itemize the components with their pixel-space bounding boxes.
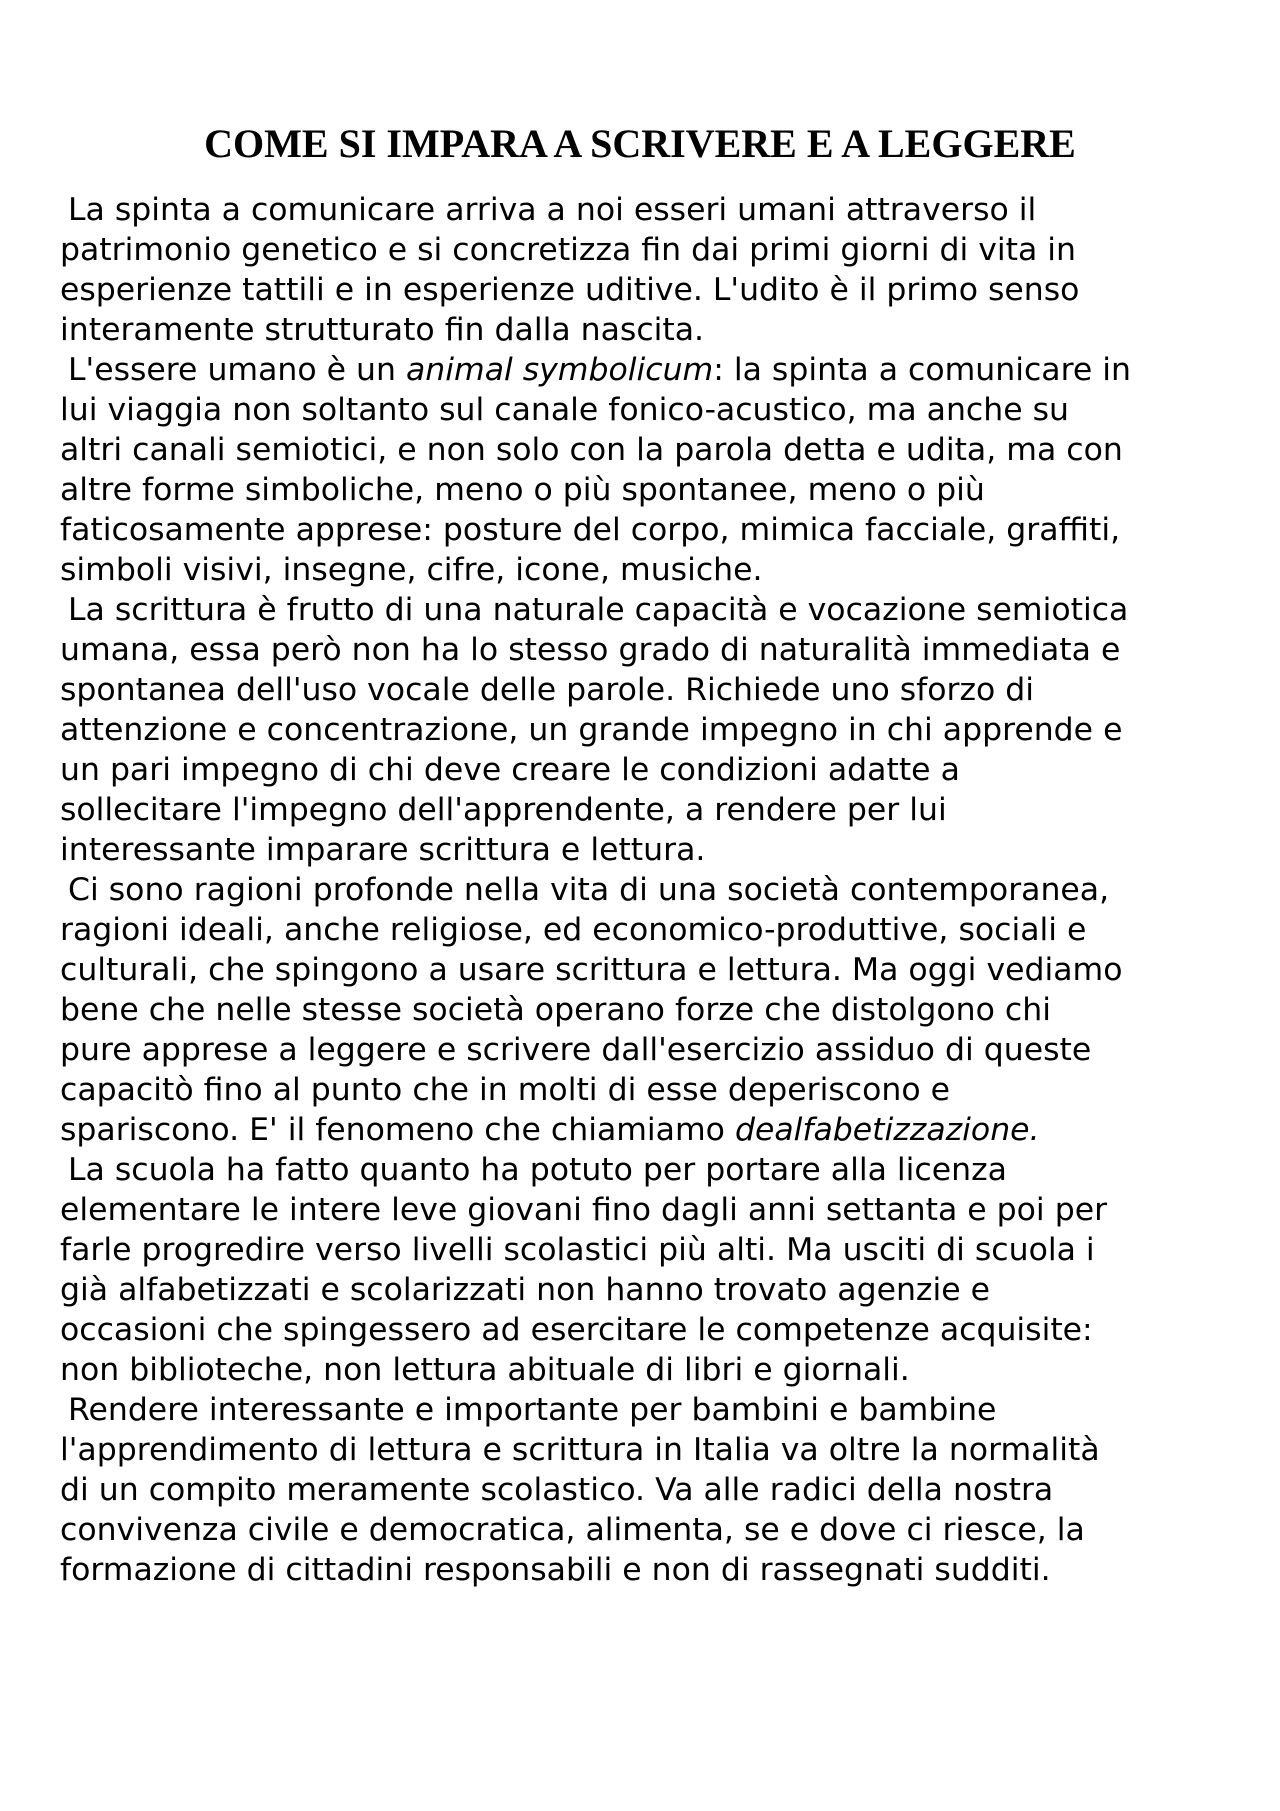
text-line [60, 830, 1220, 870]
text-line [60, 550, 1220, 590]
text-segment: patrimonio genetico e si concretizza fin dai primi giorni di vita in [60, 232, 1077, 268]
text-line [60, 990, 1220, 1030]
paragraph [60, 350, 1220, 590]
text-segment: spariscono. E' il fenomeno che chiamiamo [60, 1112, 735, 1148]
text-line [60, 670, 1220, 710]
text-line [60, 950, 1220, 990]
text-line [60, 790, 1220, 830]
text-line [60, 630, 1220, 670]
text-segment: Rendere interessante e importante per bambini e bambine [68, 1392, 997, 1428]
text-line [60, 1030, 1220, 1070]
text-segment: attenzione e concentrazione, un grande impegno in chi apprende e [60, 712, 1123, 748]
paragraph [60, 1390, 1220, 1590]
text-line [60, 350, 1220, 390]
italic-text: dealfabetizzazione. [734, 1112, 1040, 1148]
text-line [60, 870, 1220, 910]
text-segment: pure apprese a leggere e scrivere dall'esercizio assiduo di queste [60, 1032, 1092, 1068]
text-segment: lui viaggia non soltanto sul canale fonico-acustico, ma anche su [60, 392, 1069, 428]
text-segment: convivenza civile e democratica, alimenta, se e dove ci riesce, la [60, 1512, 1085, 1548]
text-line [60, 230, 1220, 270]
text-segment: L'essere umano è un [68, 352, 406, 388]
italic-text: animal symbolicum [405, 352, 714, 388]
text-line [60, 470, 1220, 510]
text-line [60, 590, 1220, 630]
paragraph [60, 1150, 1220, 1390]
text-segment: : la spinta a comunicare in [713, 352, 1131, 388]
text-line [60, 1270, 1220, 1310]
text-line [60, 750, 1220, 790]
text-line [60, 1070, 1220, 1110]
document-body [60, 190, 1220, 1590]
text-line [60, 510, 1220, 550]
text-line [60, 1390, 1220, 1430]
text-segment: faticosamente apprese: posture del corpo, mimica facciale, graffiti, [60, 512, 1121, 548]
text-line [60, 1430, 1220, 1470]
text-segment: sollecitare l'impegno dell'apprendente, a rendere per lui [60, 792, 947, 828]
text-line [60, 1350, 1220, 1390]
text-segment: già alfabetizzati e scolarizzati non hanno trovato agenzie e [60, 1272, 990, 1308]
text-segment: formazione di cittadini responsabili e non di rassegnati sudditi. [60, 1552, 1051, 1588]
text-line [60, 1310, 1220, 1350]
text-line [60, 710, 1220, 750]
text-segment: interessante imparare scrittura e lettura. [60, 832, 706, 868]
text-line [60, 1230, 1220, 1270]
text-segment: bene che nelle stesse società operano forze che distolgono chi [60, 992, 1051, 1028]
text-line [60, 390, 1220, 430]
text-line [60, 310, 1220, 350]
text-segment: elementare le intere leve giovani fino dagli anni settanta e poi per [60, 1192, 1108, 1228]
paragraph [60, 590, 1220, 870]
text-segment: spontanea dell'uso vocale delle parole. Richiede uno sforzo di [60, 672, 1035, 708]
text-segment: un pari impegno di chi deve creare le condizioni adatte a [60, 752, 960, 788]
document-title: COME SI IMPARA A SCRIVERE E A LEGGERE [204, 121, 1076, 166]
text-line [60, 1550, 1220, 1590]
text-segment: interamente strutturato fin dalla nascita. [60, 312, 705, 348]
text-line [60, 1510, 1220, 1550]
text-segment: l'apprendimento di lettura e scrittura in Italia va oltre la normalità [60, 1432, 1100, 1468]
text-line [60, 1190, 1220, 1230]
text-line [60, 430, 1220, 470]
text-segment: altri canali semiotici, e non solo con la parola detta e udita, ma con [60, 432, 1123, 468]
text-segment: culturali, che spingono a usare scrittura e lettura. Ma oggi vediamo [60, 952, 1123, 988]
text-segment: ragioni ideali, anche religiose, ed economico-produttive, sociali e [60, 912, 1087, 948]
text-segment: di un compito meramente scolastico. Va alle radici della nostra [60, 1472, 1054, 1508]
text-segment: capacitò fino al punto che in molti di esse deperiscono e [60, 1072, 951, 1108]
text-line [60, 1110, 1220, 1150]
text-line [60, 1470, 1220, 1510]
text-line [60, 910, 1220, 950]
text-segment: La spinta a comunicare arriva a noi esseri umani attraverso il [68, 192, 1037, 228]
text-segment: altre forme simboliche, meno o più spontanee, meno o più [60, 472, 985, 508]
text-segment: farle progredire verso livelli scolastici più alti. Ma usciti di scuola i [60, 1232, 1095, 1268]
text-line [60, 270, 1220, 310]
text-segment: La scuola ha fatto quanto ha potuto per portare alla licenza [68, 1152, 1007, 1188]
paragraph [60, 190, 1220, 350]
text-line [60, 1150, 1220, 1190]
text-segment: umana, essa però non ha lo stesso grado di naturalità immediata e [60, 632, 1121, 668]
text-line [60, 190, 1220, 230]
text-segment: simboli visivi, insegne, cifre, icone, musiche. [60, 552, 763, 588]
text-segment: Ci sono ragioni profonde nella vita di una società contemporanea, [68, 872, 1110, 908]
text-segment: occasioni che spingessero ad esercitare le competenze acquisite: [60, 1312, 1093, 1348]
paragraph [60, 870, 1220, 1150]
text-segment: esperienze tattili e in esperienze uditive. L'udito è il primo senso [60, 272, 1080, 308]
text-segment: La scrittura è frutto di una naturale capacità e vocazione semiotica [68, 592, 1129, 628]
text-segment: non biblioteche, non lettura abituale di libri e giornali. [60, 1352, 910, 1388]
